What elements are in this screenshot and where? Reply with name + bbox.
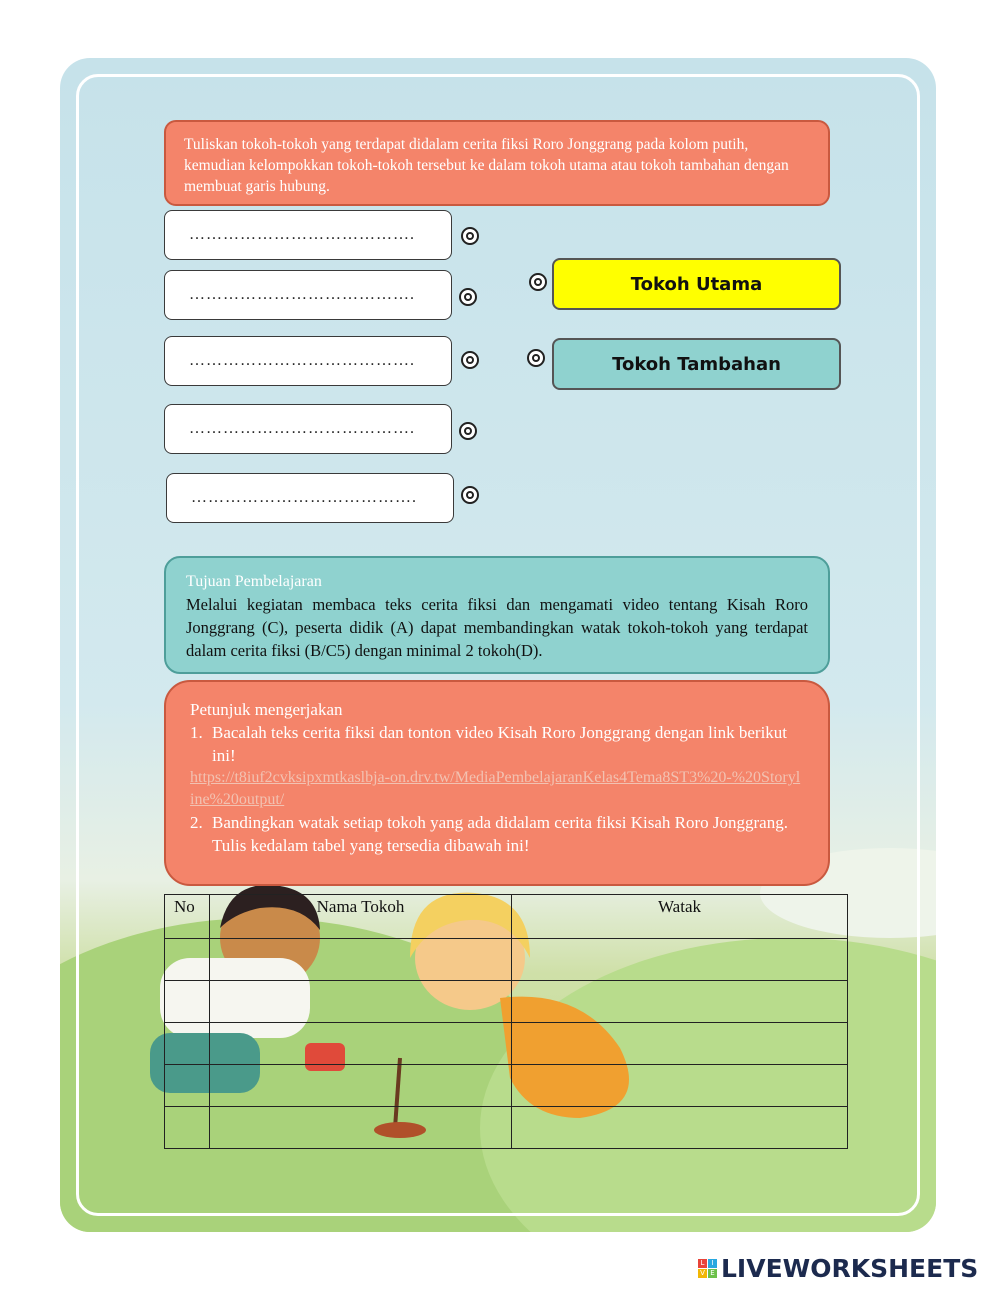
learning-objective-box (164, 556, 830, 674)
logo-letter-l: L (698, 1259, 707, 1268)
table-row (165, 939, 848, 981)
table-row (165, 1065, 848, 1107)
character-field-placeholder: …………………………………. (189, 420, 415, 437)
instruction-item-number: 2. (190, 813, 203, 832)
character-field-placeholder: …………………………………. (189, 226, 415, 243)
cell-watak[interactable] (512, 1065, 848, 1107)
cell-nama-tokoh[interactable] (210, 981, 512, 1023)
header-nama-tokoh: Nama Tokoh (210, 895, 512, 939)
instruction-box (164, 120, 830, 206)
join-dot-field-1[interactable] (461, 227, 479, 245)
instructions-title: Petunjuk mengerjakan (190, 700, 343, 719)
join-dot-field-4[interactable] (459, 422, 477, 440)
cell-no[interactable] (165, 981, 210, 1023)
table-header-row (165, 895, 848, 939)
header-watak: Watak (512, 895, 848, 939)
cell-nama-tokoh[interactable] (210, 1107, 512, 1149)
join-dot-field-5[interactable] (461, 486, 479, 504)
join-dot-tokoh-tambahan[interactable] (527, 349, 545, 367)
table-row (165, 981, 848, 1023)
character-field-placeholder: …………………………………. (189, 352, 415, 369)
category-tokoh-utama (552, 258, 841, 310)
cell-nama-tokoh[interactable] (210, 1023, 512, 1065)
cell-no[interactable] (165, 1065, 210, 1107)
character-trait-table (164, 894, 848, 1149)
instruction-item-1 (190, 721, 804, 767)
cell-no[interactable] (165, 1107, 210, 1149)
instruction-item-number: 1. (190, 723, 203, 742)
logo-text: LIVEWORKSHEETS (721, 1254, 979, 1283)
cell-no[interactable] (165, 939, 210, 981)
learning-objective-text: Melalui kegiatan membaca teks cerita fiksi dan mengamati video tentang Kisah Roro Jonggrang (C), peserta didik (A) dapat membandingkan watak tokoh-tokoh yang terdapat dalam cerita fiksi (B/C5) dengan minimal 2 tokoh(D). (186, 595, 808, 660)
instruction-item-2 (190, 811, 804, 857)
cell-watak[interactable] (512, 1023, 848, 1065)
cell-watak[interactable] (512, 981, 848, 1023)
video-link[interactable]: https://t8iuf2cvksipxmtkaslbja-on.drv.tw/MediaPembelajaranKelas4Tema8ST3%20-%20Storyline%20output/ (190, 769, 801, 808)
category-tokoh-tambahan-label: Tokoh Tambahan (612, 353, 781, 375)
logo-letter-e: E (708, 1269, 717, 1278)
cell-watak[interactable] (512, 1107, 848, 1149)
cell-no[interactable] (165, 1023, 210, 1065)
character-field-2[interactable] (164, 270, 452, 320)
table-row (165, 1107, 848, 1149)
instruction-item-text: Bacalah teks cerita fiksi dan tonton video Kisah Roro Jonggrang dengan link berikut ini! (212, 723, 788, 765)
logo-icon (698, 1259, 717, 1278)
character-field-placeholder: …………………………………. (191, 489, 417, 506)
logo-letter-i: I (708, 1259, 717, 1268)
instruction-item-text: Bandingkan watak setiap tokoh yang ada didalam cerita fiksi Kisah Roro Jonggrang. Tulis kedalam tabel yang tersedia dibawah ini! (212, 813, 788, 855)
learning-objective-title: Tujuan Pembelajaran (186, 573, 322, 590)
table-body (165, 939, 848, 1149)
instructions-box (164, 680, 830, 886)
category-tokoh-utama-label: Tokoh Utama (630, 273, 763, 295)
table-row (165, 1023, 848, 1065)
cell-nama-tokoh[interactable] (210, 939, 512, 981)
logo-letter-v: V (698, 1269, 707, 1278)
character-field-3[interactable] (164, 336, 452, 386)
join-dot-tokoh-utama[interactable] (529, 273, 547, 291)
character-field-4[interactable] (164, 404, 452, 454)
character-field-5[interactable] (166, 473, 454, 523)
cell-watak[interactable] (512, 939, 848, 981)
cell-nama-tokoh[interactable] (210, 1065, 512, 1107)
liveworksheets-logo (698, 1254, 978, 1283)
character-field-1[interactable] (164, 210, 452, 260)
character-field-placeholder: …………………………………. (189, 286, 415, 303)
join-dot-field-2[interactable] (459, 288, 477, 306)
join-dot-field-3[interactable] (461, 351, 479, 369)
category-tokoh-tambahan (552, 338, 841, 390)
header-no: No (165, 895, 210, 939)
instruction-text: Tuliskan tokoh-tokoh yang terdapat didalam cerita fiksi Roro Jonggrang pada kolom putih, kemudian kelompokkan tokoh-tokoh tersebut ke dalam tokoh utama atau tokoh tambahan dengan membuat garis hubung. (184, 136, 789, 195)
